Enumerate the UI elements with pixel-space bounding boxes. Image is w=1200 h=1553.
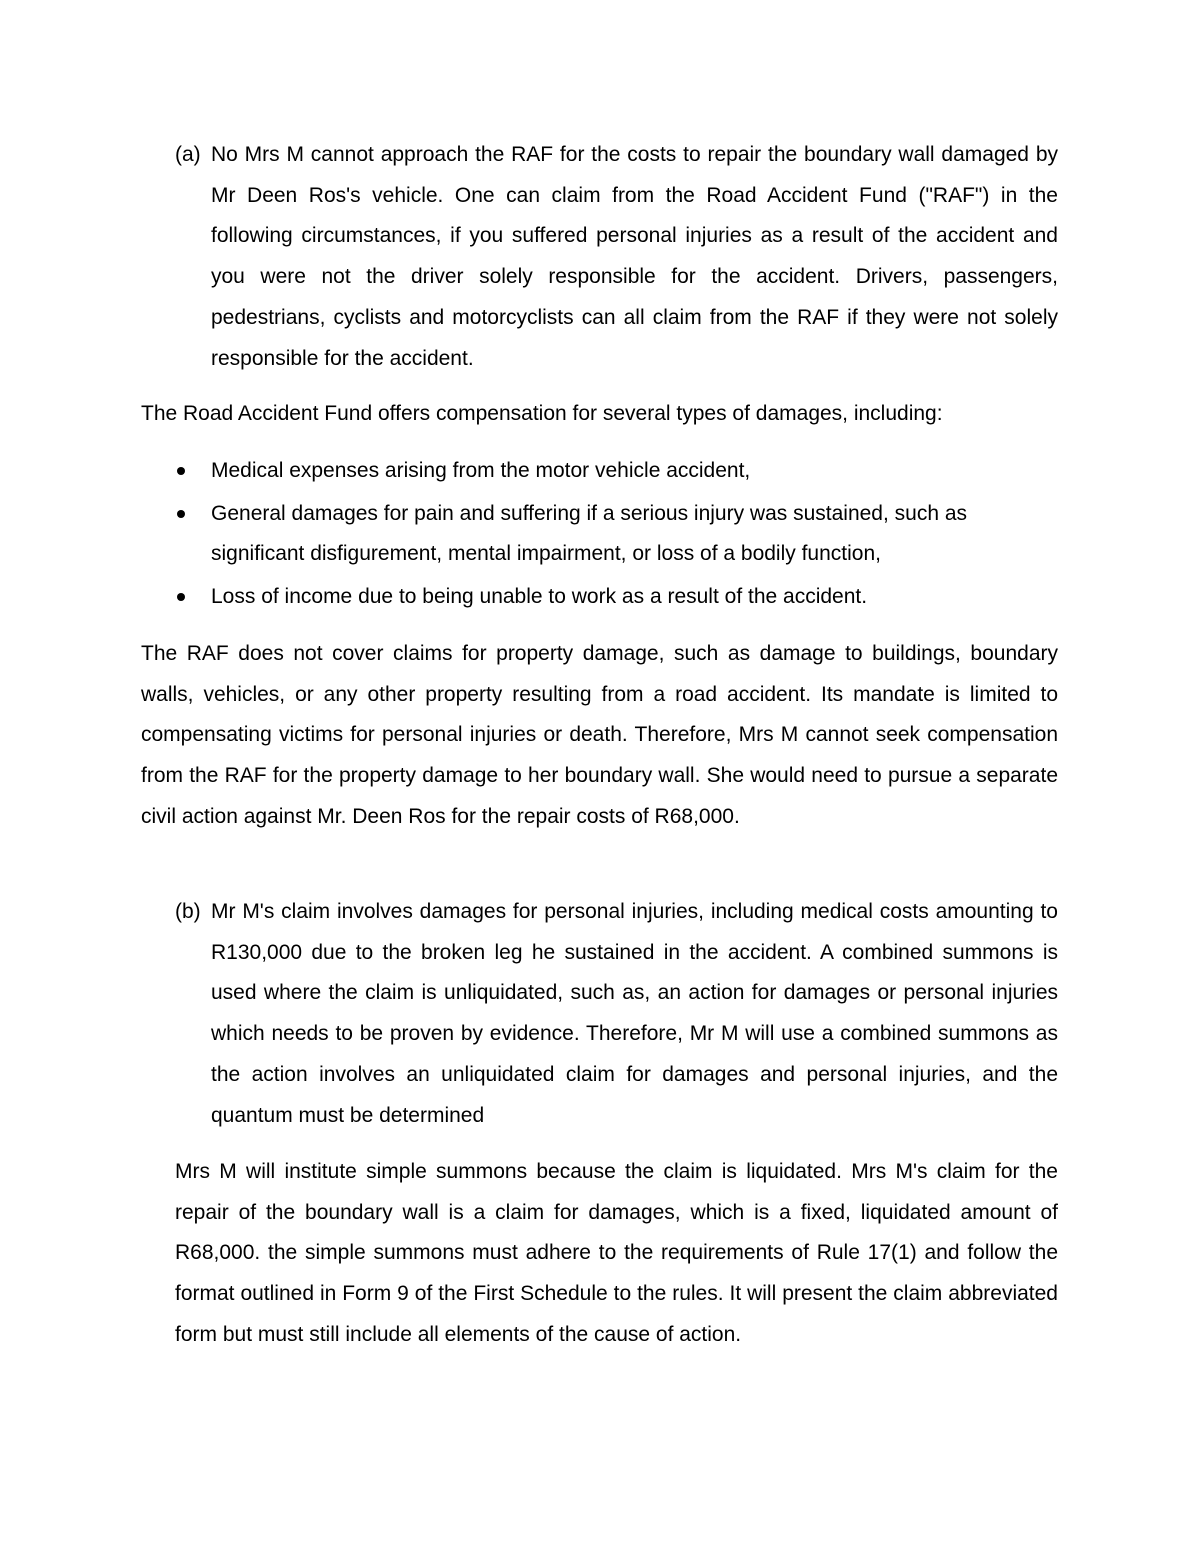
answer-a: [175, 135, 1058, 379]
answer-b-text: Mr M's claim involves damages for personal injuries, including medical costs amounting to R130,000 due to the broken leg he sustained in the accident. A combined summons is used where the claim is unliquidated, such as, an action for damages or personal injuries which needs to be proven by evidence. Therefore, Mr M will use a combined summons as the action involves an unliquidated claim for damages and personal injuries, and the quantum must be determined: [211, 900, 1058, 1127]
bullet-icon: [177, 467, 185, 475]
list-item: [175, 494, 1058, 575]
answer-b-marker: (b): [175, 900, 201, 923]
answer-a-text: No Mrs M cannot approach the RAF for the costs to repair the boundary wall damaged by Mr Deen Ros's vehicle. One can claim from the Road Accident Fund ("RAF") in the following circumstances, if you suffered personal injuries as a result of the accident and you were not the driver solely responsible for the accident. Drivers, passengers, pedestrians, cyclists and motorcyclists can all claim from the RAF if they were not solely responsible for the accident.: [211, 143, 1058, 370]
bullet-icon: [177, 510, 185, 518]
list-item-text: General damages for pain and suffering if a serious injury was sustained, such as significant disfigurement, mental impairment, or loss of a bodily function,: [211, 501, 968, 566]
intro-paragraph: The Road Accident Fund offers compensation for several types of damages, including:: [141, 402, 943, 425]
bullet-icon: [177, 593, 185, 601]
raf-paragraph: The RAF does not cover claims for property damage, such as damage to buildings, boundary walls, vehicles, or any other property resulting from a road accident. Its mandate is limited to compensating victims for personal injuries or death. Therefore, Mrs M cannot seek compensation from the RAF for the property damage to her boundary wall. She would need to pursue a separate civil action against Mr. Deen Ros for the repair costs of R68,000.: [141, 642, 1058, 828]
list-item-text: Medical expenses arising from the motor vehicle accident,: [211, 459, 751, 482]
list-item: [175, 577, 1058, 618]
damages-list: [175, 451, 1058, 620]
answer-a-marker: (a): [175, 143, 201, 166]
answer-b: [175, 892, 1058, 1136]
mrs-m-paragraph: Mrs M will institute simple summons because the claim is liquidated. Mrs M's claim for the repair of the boundary wall is a claim for damages, which is a fixed, liquidated amount of R68,000. the simple summons must adhere to the requirements of Rule 17(1) and follow the format outlined in Form 9 of the First Schedule to the rules. It will present the claim abbreviated form but must still include all elements of the cause of action.: [175, 1160, 1058, 1346]
list-item: [175, 451, 1058, 492]
list-item-text: Loss of income due to being unable to work as a result of the accident.: [211, 585, 868, 609]
